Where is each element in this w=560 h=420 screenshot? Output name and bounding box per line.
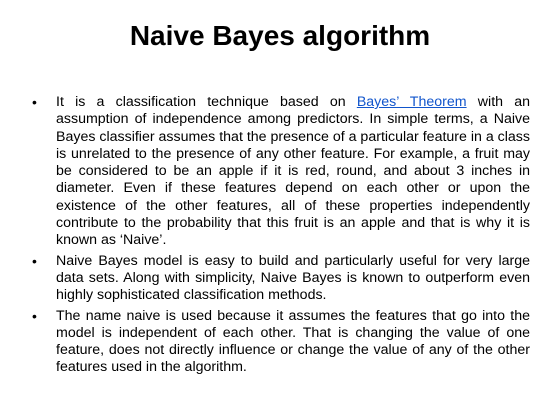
- bullet-item-3: [30, 308, 530, 377]
- bullet-list: [30, 94, 530, 380]
- bullet-1-text-before: It is a classification technique based on: [56, 94, 357, 110]
- bullet-item-1: [30, 94, 530, 250]
- bullet-1-text-after: with an assumption of independence among predictors. In simple terms, a Naive Bayes classifier assumes that the presence of a particular feature in a class is unrelated to the presence of any other feature. For example, a fruit may be considered to be an apple if it is red, round, and about 3 inches in diameter. Even if these features depend on each other or upon the existence of the other features, all of these properties independently contribute to the probability that this fruit is an apple and that is why it is known as ‘Naive’.: [56, 94, 531, 249]
- bullet-item-2: [30, 253, 530, 305]
- bullet-glyph: •: [32, 94, 37, 110]
- slide-title: Naive Bayes algorithm: [129, 20, 431, 51]
- bullet-glyph: •: [32, 252, 37, 269]
- bullet-3-text: The name naive is used because it assumes the features that go into the model is independent of each other. That is changing the value of one feature, does not directly influence or change the value of any of the other features used in the algorithm.: [56, 307, 530, 376]
- bullet-glyph: •: [32, 307, 37, 324]
- bayes-theorem-link[interactable]: Bayes’ Theorem: [356, 94, 467, 110]
- bullet-2-text: Naive Bayes model is easy to build and particularly useful for very large data sets. Along with simplicity, Naive Bayes is known to outperform even highly sophisticated classification methods.: [56, 252, 530, 304]
